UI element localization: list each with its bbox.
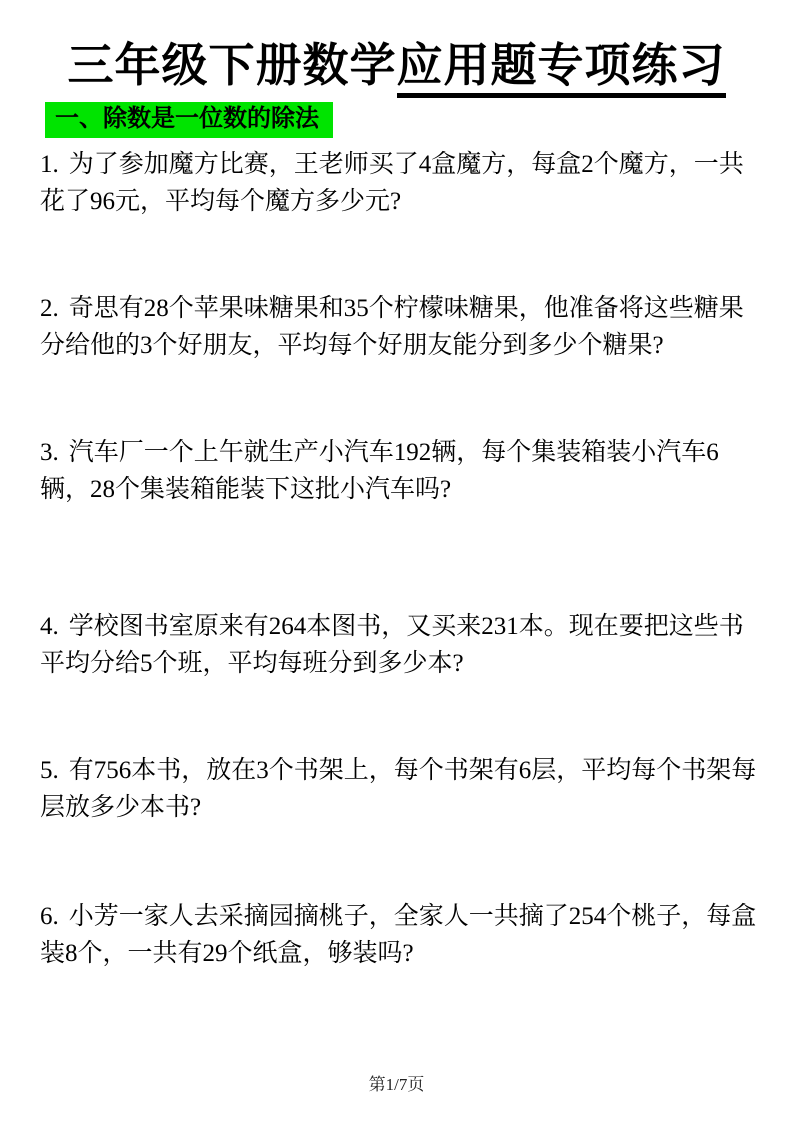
problem-5-text: 有756本书，放在3个书架上，每个书架有6层，平均每个书架每层放多少本书? — [40, 757, 757, 821]
problem-5-number: 5. — [40, 757, 59, 784]
page-footer — [0, 1070, 793, 1095]
problems-list — [40, 146, 757, 972]
problem-item-1 — [40, 146, 757, 220]
problem-item-3 — [40, 434, 757, 508]
problem-3-text: 汽车厂一个上午就生产小汽车192辆，每个集装箱装小汽车6辆，28个集装箱能装下这批小汽车吗? — [40, 439, 719, 503]
problem-1-text: 为了参加魔方比赛，王老师买了4盒魔方，每盒2个魔方，一共花了96元，平均每个魔方多少元? — [40, 151, 744, 215]
problem-item-6 — [40, 898, 757, 972]
problem-3-number: 3. — [40, 439, 59, 466]
page-title-underlined: 应用题专项练习 — [397, 39, 726, 98]
problem-6-text: 小芳一家人去采摘园摘桃子，全家人一共摘了254个桃子，每盒装8个，一共有29个纸盒，够装吗? — [40, 903, 757, 967]
problem-4-text: 学校图书室原来有264本图书，又买来231本。现在要把这些书平均分给5个班，平均每班分到多少本? — [40, 613, 744, 677]
section-header — [45, 102, 333, 138]
problem-1-number: 1. — [40, 151, 59, 178]
problem-4-number: 4. — [40, 613, 59, 640]
page-number-label: 第1/7页 — [368, 1075, 425, 1094]
problem-2-text: 奇思有28个苹果味糖果和35个柠檬味糖果，他准备将这些糖果分给他的3个好朋友，平均每个好朋友能分到多少个糖果? — [40, 295, 744, 359]
problem-item-2 — [40, 290, 757, 364]
section-header-label: 一、除数是一位数的除法 — [55, 106, 319, 132]
problem-item-4 — [40, 608, 757, 682]
page-title-plain: 三年级下册数学 — [67, 39, 397, 91]
page-title — [0, 36, 793, 94]
problem-item-5 — [40, 752, 757, 826]
problem-2-number: 2. — [40, 295, 59, 322]
problem-6-number: 6. — [40, 903, 59, 930]
